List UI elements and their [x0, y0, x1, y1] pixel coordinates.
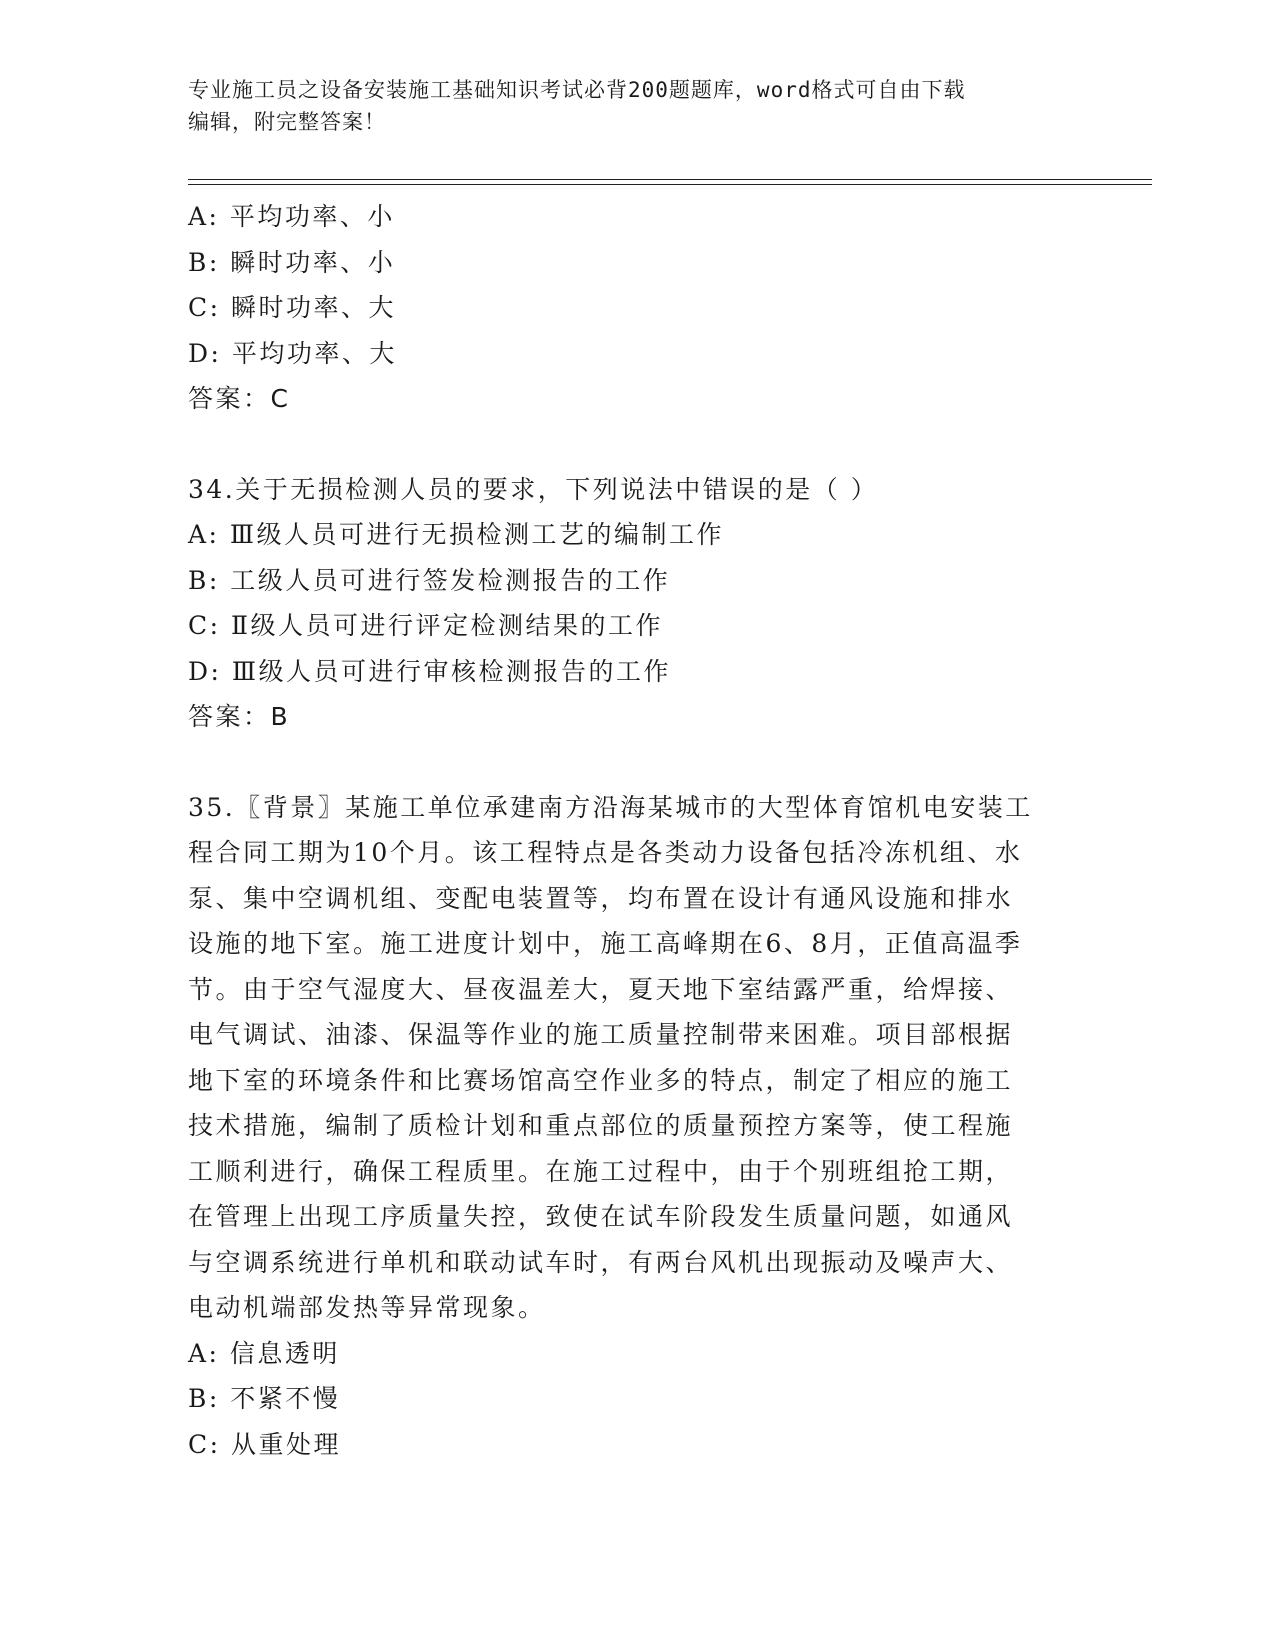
question-33 — [188, 194, 1088, 422]
option-b: B: 工级人员可进行签发检测报告的工作 — [188, 565, 671, 595]
question-content — [188, 194, 1088, 1467]
option-c: C: Ⅱ级人员可进行评定检测结果的工作 — [188, 611, 663, 640]
question-34 — [188, 467, 1088, 740]
stem-line: 节。由于空气湿度大、昼夜温差大，夏天地下室结露严重，给焊接、 — [188, 974, 1014, 1004]
option-c: C: 瞬时功率、大 — [188, 293, 396, 322]
stem-line: 35.〖背景〗某施工单位承建南方沿海某城市的大型体育馆机电安装工 — [188, 792, 1033, 822]
stem-line: 泵、集中空调机组、变配电装置等，均布置在设计有通风设施和排水 — [188, 883, 1014, 913]
stem-line: 电动机端部发热等异常现象。 — [188, 1293, 546, 1322]
option-d: D: 平均功率、大 — [188, 338, 397, 368]
option-a: A: Ⅲ级人员可进行无损检测工艺的编制工作 — [188, 520, 725, 549]
stem-line: 与空调系统进行单机和联动试车时，有两台风机出现振动及噪声大、 — [188, 1247, 1014, 1277]
question-35 — [188, 785, 1088, 1468]
option-b: B: 瞬时功率、小 — [188, 247, 396, 277]
stem-line: 电气调试、油漆、保温等作业的施工质量控制带来困难。项目部根据 — [188, 1020, 1014, 1049]
header-line-2: 编辑，附完整答案！ — [188, 110, 386, 134]
stem-line: 地下室的环境条件和比赛场馆高空作业多的特点，制定了相应的施工 — [188, 1065, 1014, 1095]
header-divider-bottom — [188, 184, 1152, 185]
question-stem — [188, 785, 1088, 1331]
document-header — [188, 74, 1088, 138]
option-d: D: Ⅲ级人员可进行审核检测报告的工作 — [188, 656, 672, 686]
header-divider-top — [188, 179, 1152, 180]
stem-line: 技术措施，编制了质检计划和重点部位的质量预控方案等，使工程施 — [188, 1111, 1014, 1140]
option-a: A: 平均功率、小 — [188, 202, 395, 231]
header-line-1: 专业施工员之设备安装施工基础知识考试必背200题题库，word格式可自由下载 — [188, 78, 966, 102]
answer-label: 答案：C — [188, 384, 291, 413]
answer-label: 答案：B — [188, 702, 291, 731]
option-a: A: 信息透明 — [188, 1338, 340, 1368]
option-b: B: 不紧不慢 — [188, 1384, 341, 1413]
stem-line: 工顺利进行，确保工程质里。在施工过程中，由于个别班组抢工期， — [188, 1156, 1014, 1186]
stem-line: 程合同工期为10个月。该工程特点是各类动力设备包括冷冻机组、水 — [188, 838, 1023, 867]
stem-line: 在管理上出现工序质量失控，致使在试车阶段发生质量问题，如通风 — [188, 1202, 1014, 1231]
stem-line: 设施的地下室。施工进度计划中，施工高峰期在6、8月，正值高温季 — [188, 929, 1023, 958]
question-stem: 34.关于无损检测人员的要求，下列说法中错误的是（ ） — [188, 474, 879, 504]
option-c: C: 从重处理 — [188, 1429, 341, 1459]
